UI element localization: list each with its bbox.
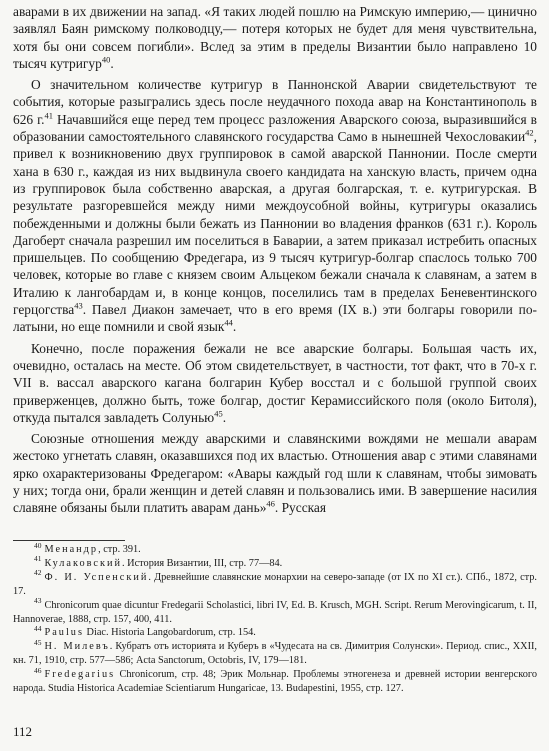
page-number: 112 bbox=[13, 724, 33, 739]
footnote-ref: 44 bbox=[224, 317, 233, 328]
paragraph-4: Союзные отношения между аварскими и славянскими вождями не мешали аварам жестоко угнетать славян, оказавшихся под их властью. Отношения авар с этими славянами ярко охарактеризованы Фредегаром: «Авары каждый год шли к славянам, чтобы зимовать у них; тогда они, брали женщин и детей славян и пользовались ими. В завершение насилия славяне обязаны были платить аварам дань»$^{46}$. Русская bbox=[13, 431, 537, 516]
paragraph-3: Конечно, после поражения бежали не все аварские болгары. Большая часть их, очевидно, осталась на месте. Об этом свидетельствует, в частности, тот факт, что в 70-х г. VII в. вассал аварского кагана болгарин Кубер восстал и с большой группой своих приверженцев, должно быть, тоже болгар, достиг Керамиссийского поля (около Битоля), откуда пытался завладеть Солунью$^{45}$. bbox=[13, 340, 537, 425]
main-text bbox=[13, 3, 537, 517]
footnote-40: $^{40}$ Менандр, стр. 391. bbox=[34, 540, 141, 555]
footnotes bbox=[13, 540, 538, 696]
footnote-46: $^{46}$ Fredegarius Chronicorum, стр. 48; Эрик Мольнар. Проблемы этногенеза и древней истории венгерского народа. Studia Historica Academiae Scientiarum Hungaricae, 13. Budapestini, 1955, стр. 127. bbox=[13, 665, 537, 695]
footnote-ref: 41 bbox=[44, 110, 53, 121]
paragraph-2: О значительном количестве кутригур в Паннонской Аварии свидетельствуют те события, которые разыгрались здесь после неудачного похода авар на Константинополь в 626 г.$^{41}$ Начавшийся еще перед тем процесс разложения Аварского союза, выразившийся в образовании самостоятельного славянского государства Само в нынешней Чехословакии$^{42}$, привел к возникновению двух группировок в самой аварской Паннонии. После смерти хана в 630 г., каждая из них выдвинула своего кандидата на ханскую власть, причем одна из группировок была собственно аварская, а другая болгарская, т. е. кутригурская. В результате разгоревшейся между ними междоусобной войны, кутригуры оказались побежденными и должны были бежать из Паннонии во владения франков (631 г.). Король Дагоберт сначала разрешил им поселиться в Баварии, а затем приказал истребить опасных пришельцев. По сообщению Фредегара, из 9 тысяч кутригур-болгар спаслось только 700 человек, которые во главе с князем своим Альцеком бежали сначала к славянам, а затем в Италию к лангобардам и, в конце концов, поселились там в пределах Беневентинского герцогства$^{43}$. Павел Диакон замечает, что в его время (IX в.) эти болгары говорили по-латыни, но еще помнили и свой язык$^{44}$. bbox=[13, 77, 537, 335]
footnote-ref: 45 bbox=[214, 408, 223, 419]
footnote-ref: 42 bbox=[525, 127, 534, 138]
footnote-43: $^{43}$ Chronicorum quae dicuntur Fredegarii Scholastici, libri IV, Ed. B. Krusch, MGH. Script. Rerum Merovingicarum, t. II, Hannoverae, 1888, стр. 157, 400, 411. bbox=[13, 596, 537, 625]
footnote-41: $^{41}$ Кулаковский. История Византии, III, стр. 77—84. bbox=[34, 554, 283, 569]
paragraph-1: аварами в их движении на запад. «Я таких людей пошлю на Римскую империю,— цинично заявлял Баян римскому полководцу,— потеря которых не будет для меня чувствительна, хотя бы они совсем погибли». Вслед за этим в пределы Византии было направлено 10 тысяч кутригур$^{40}$. bbox=[13, 4, 537, 71]
footnote-44: $^{44}$ Paulus Diac. Historia Langobardorum, стр. 154. bbox=[34, 624, 256, 639]
footnote-ref: 43 bbox=[74, 300, 83, 311]
footnote-45: $^{45}$ Н. Милевъ. Кубратъ отъ историята и Куберъ в «Чудесата на св. Димитрия Солунски». Период. спис., XXII, кн. 71, 1910, стр. 577—586; Acta Sanctorum, Octobris, IV, 179—181. bbox=[13, 637, 538, 667]
footnote-divider bbox=[13, 540, 125, 541]
footnote-42: $^{42}$ Ф. И. Успенский. Древнейшие славянские монархии на северо-западе (от IX по XI ст.). СПб., 1872, стр. 17. bbox=[13, 568, 537, 597]
footnote-ref: 40 bbox=[101, 54, 111, 65]
footnote-ref: 46 bbox=[266, 498, 275, 509]
